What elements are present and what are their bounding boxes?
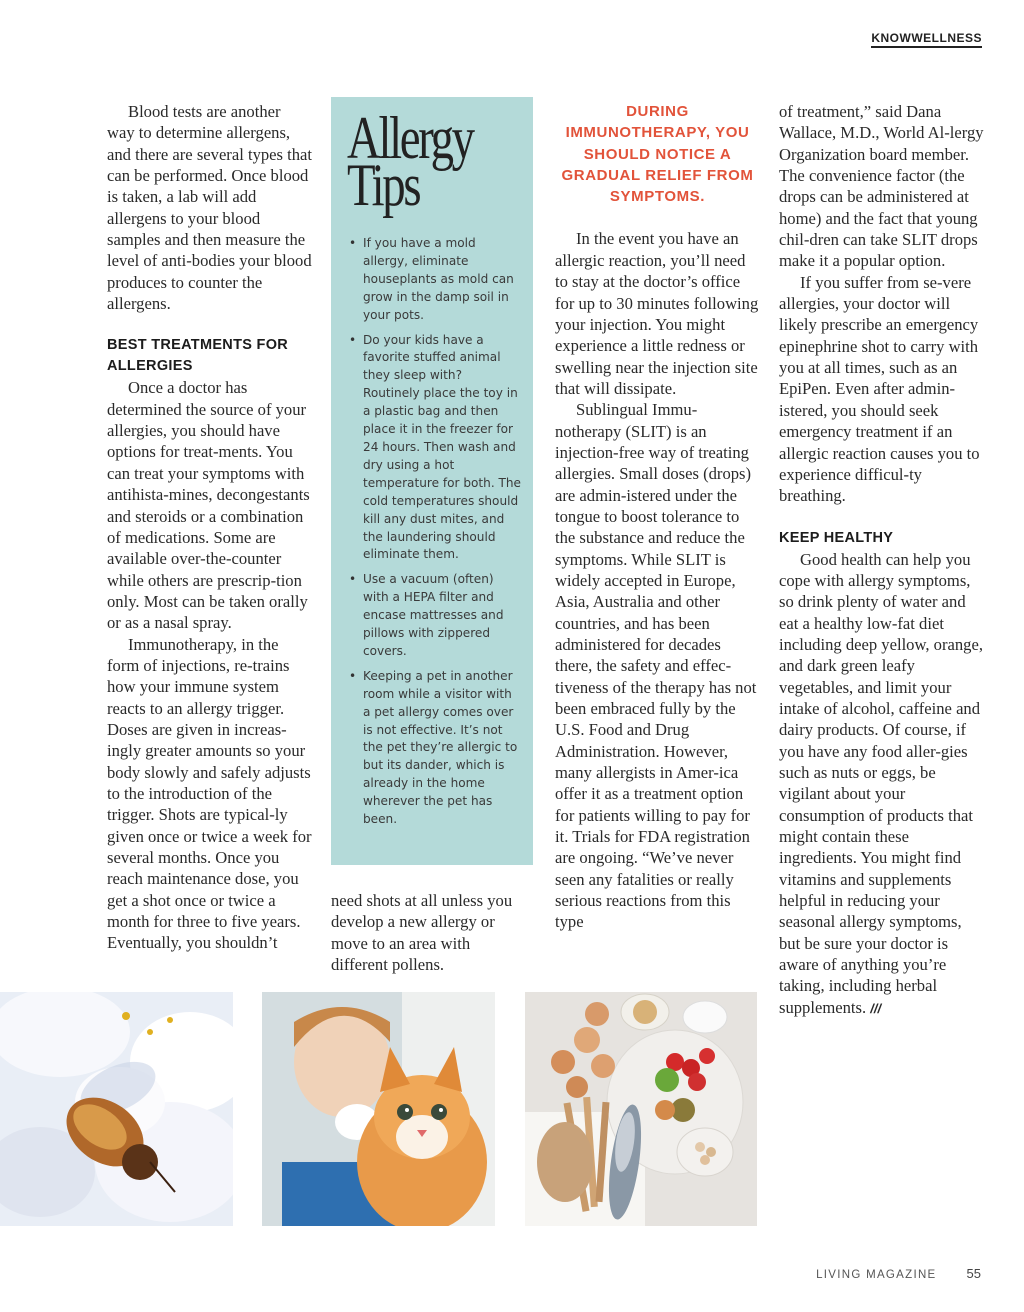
end-mark: /// <box>870 1000 882 1016</box>
page-number: 55 <box>966 1266 981 1281</box>
col2-continued-text: need shots at all unless you develop a new allergy or move to an area with different pollens. <box>331 891 513 975</box>
pull-quote: DURING IMMUNOTHERAPY, YOU SHOULD NOTICE A GRADUAL RELIEF FROM SYMPTOMS. <box>561 103 754 206</box>
heading-keep-healthy: KEEP HEALTHY <box>779 529 894 546</box>
header-brand-light: KNOW <box>871 31 912 45</box>
col3-paragraph-2: Sublingual Immu-notherapy (SLIT) is an injection-free way of treating allergies. Small doses (drops) are admin-istered under the tongue to boost tolerance to the substance and reduce the symptoms. While SLIT is widely accepted in Europe, Asia, Australia and other countries, and has been administered for decades there, the safety and effec-tiveness of the therapy has not been embraced fully by the U.S. Food and Drug Administration. However, many allergists in Amer-ica offer it as a treatment option for patients willing to pay for it. Trials for FDA registration are ongoing. “We’ve never seen any fatalities or really serious reactions from this type <box>555 400 757 932</box>
col4-paragraph-2: If you suffer from se-vere allergies, your doctor will likely prescribe an emergency epinephrine shot to carry with you at all times, such as an EpiPen. Even after admin-istered, you should seek emergency treatment if an allergic reaction causes you to experience difficul-ty breathing. <box>779 272 980 506</box>
tip-item: • Do your kids have a favorite stuffed animal they sleep with? Routinely place the toy in a plastic bag and then place it in the freezer for 24 hours. Then wash and dry using a hot temperature for both. The cold temperatures should kill any dust mites, and the laundering should eliminate them. <box>347 332 521 565</box>
tips-list <box>347 235 521 829</box>
col1-paragraph-3: Immunotherapy, in the form of injections, re-trains how your immune system reacts to an allergy trigger. Doses are given in increas-ingly greater amounts so your body slowly and safely adjusts to the introduction of the trigger. Shots are typical-ly given once or twice a week for several months. Once you reach maintenance dose, you get a shot once or twice a month for three to five years. Eventually, you shouldn’t <box>107 634 312 953</box>
tips-title <box>347 105 483 218</box>
bee-on-blossom-photo <box>0 992 233 1226</box>
column-2-continuation <box>331 890 531 975</box>
allergy-tips-box <box>331 97 533 865</box>
tips-title-line-2: Tips <box>347 152 420 218</box>
magazine-name: LIVING MAGAZINE <box>816 1269 937 1281</box>
tip-item: • If you have a mold allergy, eliminate houseplants as mold can grow in the damp soil in your pots. <box>347 235 521 325</box>
page-footer <box>816 1266 981 1281</box>
column-1 <box>107 101 312 954</box>
col1-paragraph-1: Blood tests are another way to determine allergens, and there are several types that can be performed. Once blood is taken, a lab will add allergens to your blood samples and then measure the level of anti-bodies your blood produces to counter the allergens. <box>107 102 313 314</box>
healthy-foods-photo <box>525 992 757 1226</box>
column-4 <box>779 101 985 1019</box>
col4-paragraph-3 <box>779 549 985 1020</box>
header-brand-bold: WELLNESS <box>911 31 982 45</box>
col4-paragraph-3-text: Good health can help you cope with allergy symptoms, so drink plenty of water and eat a healthy low-fat diet including deep yellow, orange, and dark green leafy vegetables, and limit your intake of alcohol, caffeine and dairy products. Of course, if you have any food aller-gies such as nuts or eggs, be vigilant about your consumption of products that might contain these ingredients. You might find vitamins and supplements helpful in reducing your seasonal allergy symptoms, but be sure your doctor is aware of anything you’re taking, including herbal supplements. <box>779 549 983 1017</box>
heading-best-treatments: BEST TREATMENTS FOR ALLERGIES <box>107 337 289 375</box>
tip-item: • Use a vacuum (often) with a HEPA filter and encase mattresses and pillows with zippered covers. <box>347 571 521 661</box>
section-header <box>871 31 982 48</box>
tips-title-line-1: Allergy <box>347 105 473 171</box>
child-with-cat-photo <box>262 992 495 1226</box>
col3-paragraph-1: In the event you have an allergic reaction, you’ll need to stay at the doctor’s office for up to 30 minutes following your injection. You might experience a little redness or swelling near the injection site that will dissipate. <box>555 229 759 398</box>
col1-paragraph-2: Once a doctor has determined the source of your allergies, you should have options for treat-ments. You can treat your symptoms with antihista-mines, decongestants and steroids or a combination of medications. Some are available over-the-counter while others are prescrip-tion only. Most can be taken orally or as a nasal spray. <box>107 378 310 633</box>
col4-paragraph-1: of treatment,” said Dana Wallace, M.D., World Al-lergy Organization board member. The convenience factor (the drops can be administered at home) and the fact that young chil-dren can take SLIT drops make it a popular option. <box>779 102 984 271</box>
tip-item: • Keeping a pet in another room while a visitor with a pet allergy comes over is not effective. It’s not the pet they’re allergic to but its dander, which is already in the home wherever the pet has been. <box>347 668 521 829</box>
column-3 <box>555 101 760 933</box>
